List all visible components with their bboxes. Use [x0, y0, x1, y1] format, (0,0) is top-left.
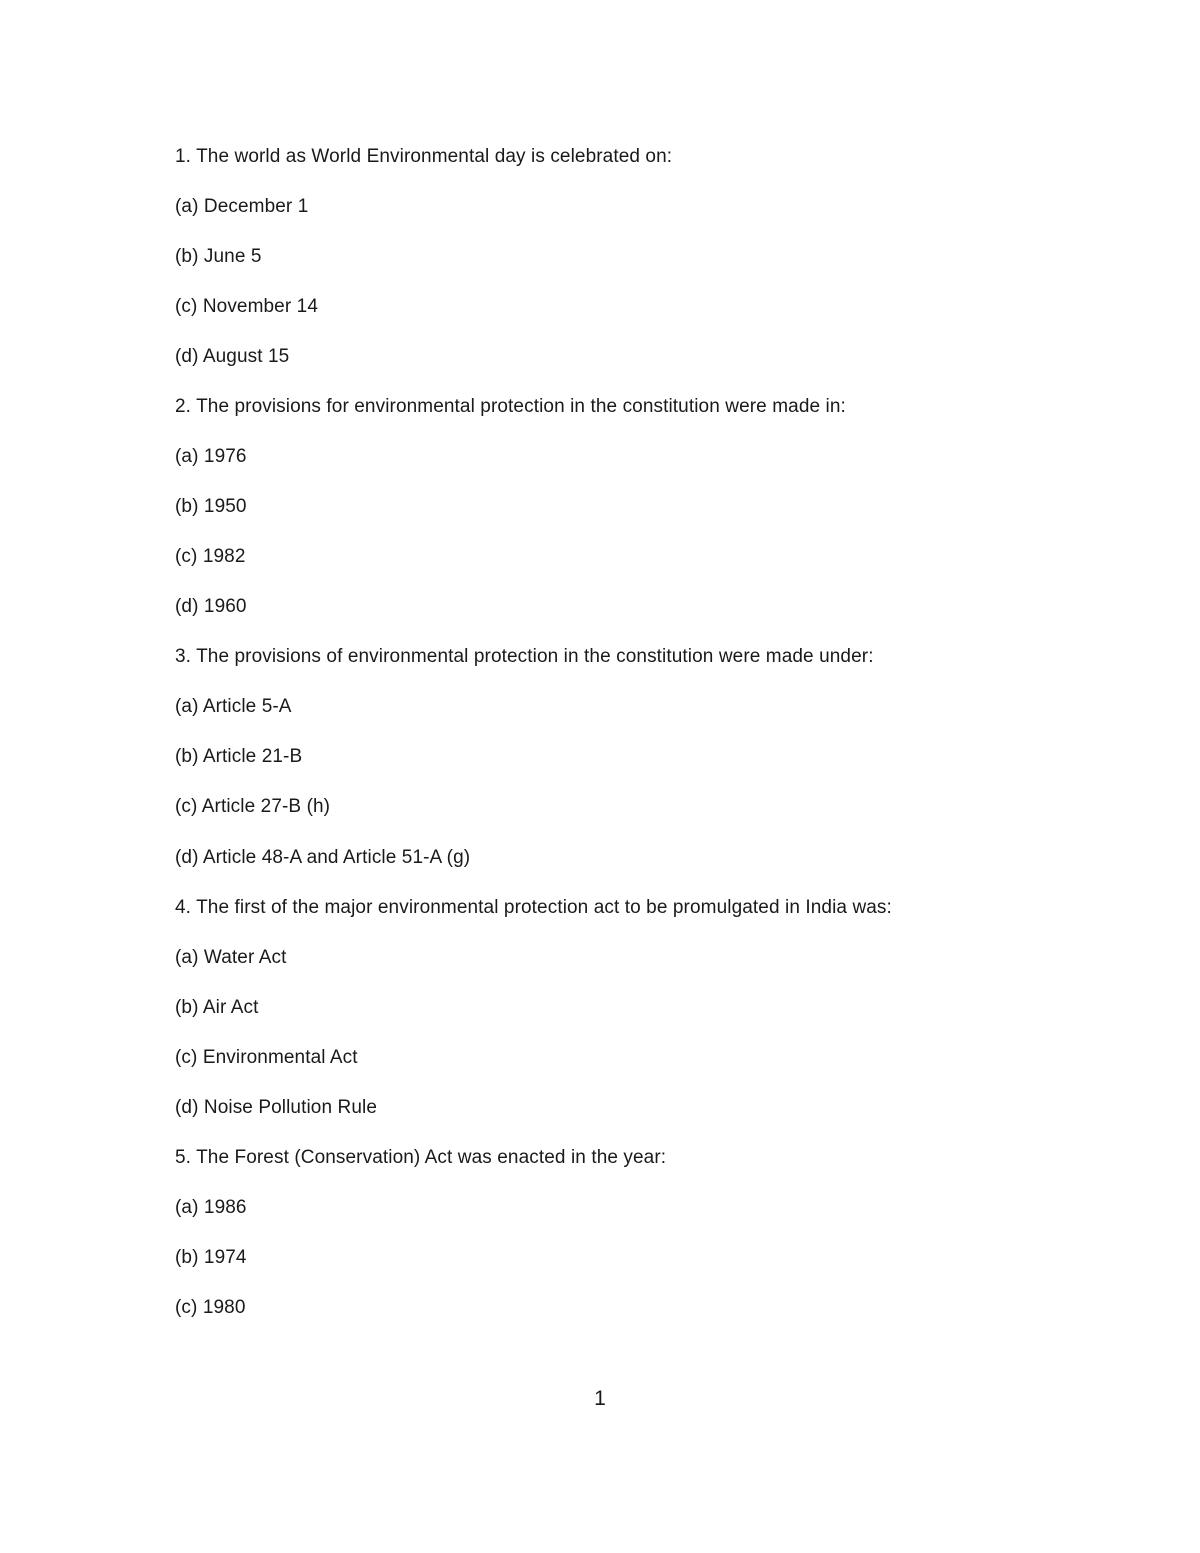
question-2-option-b: (b) 1950 [175, 496, 247, 517]
question-1-option-b: (b) June 5 [175, 246, 262, 267]
question-2-text: 2. The provisions for environmental protection in the constitution were made in: [175, 396, 846, 417]
question-5-option-a: (a) 1986 [175, 1197, 247, 1218]
question-4-text: 4. The first of the major environmental protection act to be promulgated in India was: [175, 897, 892, 918]
question-4-option-b: (b) Air Act [175, 997, 259, 1018]
question-3-text: 3. The provisions of environmental protection in the constitution were made under: [175, 646, 874, 667]
question-1-option-d: (d) August 15 [175, 346, 290, 367]
question-4-option-c: (c) Environmental Act [175, 1047, 358, 1068]
question-3-option-d: (d) Article 48-A and Article 51-A (g) [175, 847, 471, 868]
question-3-option-c: (c) Article 27-B (h) [175, 796, 331, 817]
page-number: 1 [594, 1387, 606, 1410]
question-5-option-b: (b) 1974 [175, 1247, 247, 1268]
question-5-option-c: (c) 1980 [175, 1297, 246, 1318]
question-1-option-a: (a) December 1 [175, 196, 309, 217]
question-3-option-a: (a) Article 5-A [175, 696, 292, 717]
question-2-option-a: (a) 1976 [175, 446, 247, 467]
question-2-option-d: (d) 1960 [175, 596, 247, 617]
question-4-option-d: (d) Noise Pollution Rule [175, 1097, 377, 1118]
question-2-option-c: (c) 1982 [175, 546, 246, 567]
question-5-text: 5. The Forest (Conservation) Act was enacted in the year: [175, 1147, 667, 1168]
question-3-option-b: (b) Article 21-B [175, 746, 303, 767]
question-1-text: 1. The world as World Environmental day is celebrated on: [175, 146, 673, 167]
question-4-option-a: (a) Water Act [175, 947, 287, 968]
question-1-option-c: (c) November 14 [175, 296, 318, 317]
